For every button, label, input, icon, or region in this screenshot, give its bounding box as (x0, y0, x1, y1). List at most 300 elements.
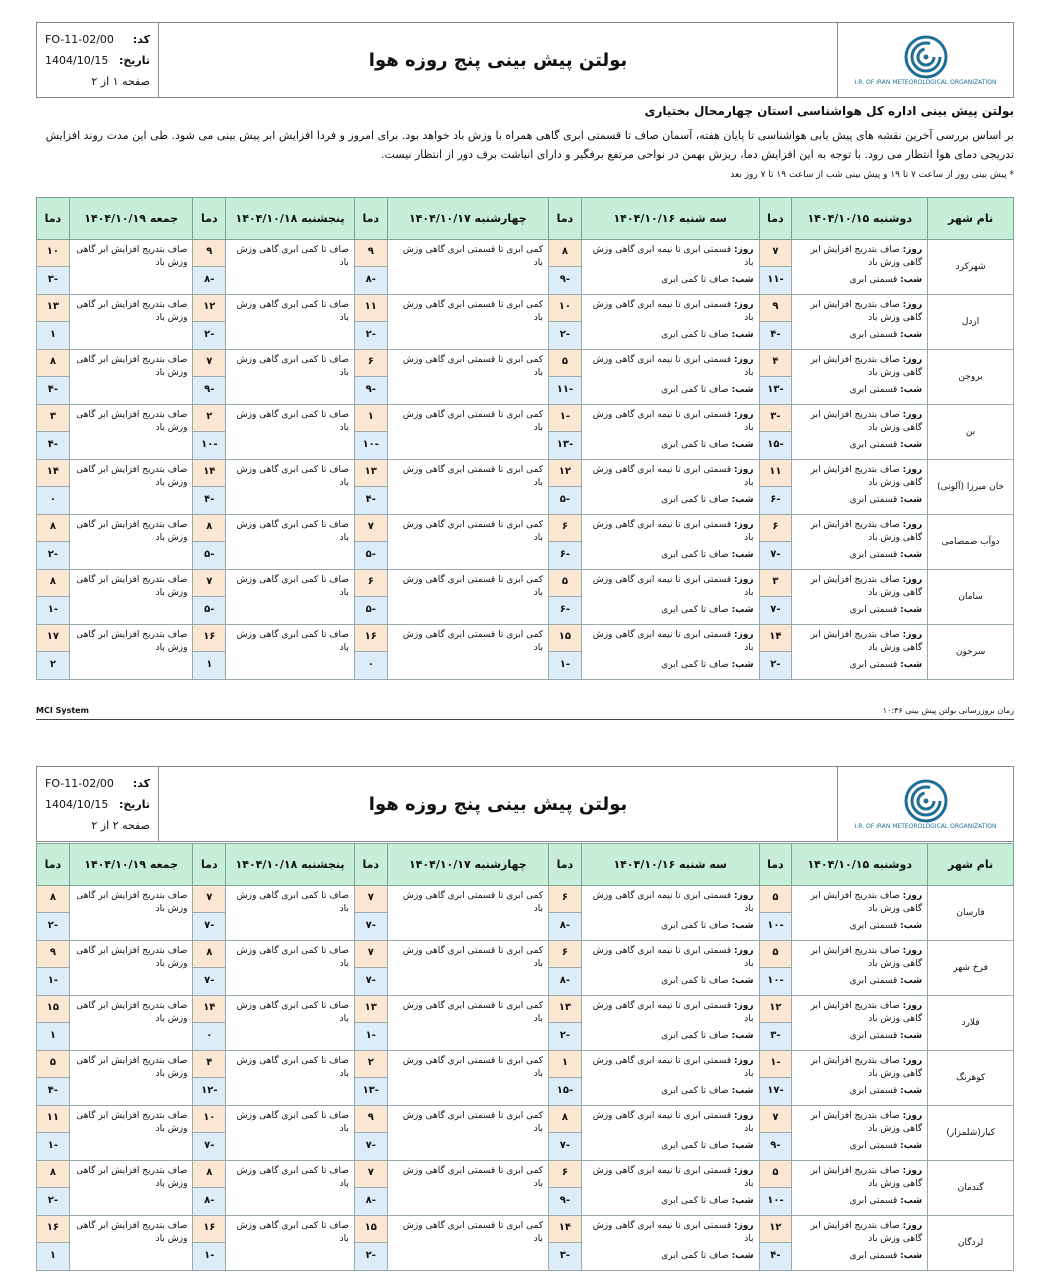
forecast-description (226, 515, 355, 570)
min-temperature: -۲ (549, 1023, 581, 1050)
min-temperature: ۲ (37, 652, 69, 679)
forecast-description (226, 405, 355, 460)
max-temperature: ۷ (355, 941, 387, 968)
min-temperature: -۵ (549, 487, 581, 514)
temp-column-header: دما (37, 198, 70, 240)
city-name: بروجن (928, 350, 1014, 405)
day-label: روز: (734, 300, 754, 310)
night-forecast (797, 920, 922, 933)
temperature-cell (549, 295, 582, 350)
day-forecast (797, 299, 922, 325)
max-temperature: ۶ (549, 515, 581, 542)
city-name: اردل (928, 295, 1014, 350)
night-forecast (587, 1140, 754, 1153)
forecast-description (387, 941, 548, 996)
min-temperature: -۱ (37, 968, 69, 995)
max-temperature: -۱ (760, 1051, 792, 1078)
day-label: روز: (902, 575, 923, 585)
forecast-text: صاف بتدریج افزایش ابر گاهی وزش باد (76, 1166, 188, 1189)
night-forecast (587, 975, 754, 988)
day-forecast-text: قسمتی ابری تا نیمه ابری گاهی وزش باد (592, 1056, 754, 1079)
max-temperature: ۶ (760, 515, 792, 542)
day-forecast (587, 354, 754, 380)
max-temperature: ۸ (37, 350, 69, 377)
day-forecast-text: قسمتی ابری تا نیمه ابری گاهی وزش باد (592, 1001, 754, 1024)
summary-text: بر اساس بررسی آخرین نقشه های پیش یابی هواشناسی تا پایان هفته، آسمان صاف تا قسمتی ابری گاهی همراه با وزش باد خواهد بود. برای امروز و فردا افزایش ابر پیش بینی می شود. طی این مدت روند افزایش تدریجی دمای هوا انتظار می رود. با توجه به این افزایش دما، ریزش بهمن در نواحی مرتفع برفگیر و دارای انباشت برف دور از انتظار نیست. (45, 129, 1014, 161)
day-label: روز: (734, 575, 754, 585)
temperature-cell (37, 240, 70, 295)
forecast-text: صاف تا کمی ابری گاهی وزش باد (236, 245, 349, 268)
day-column-header: دوشنبه ۱۴۰۴/۱۰/۱۵ (792, 198, 928, 240)
day-forecast-text: قسمتی ابری تا نیمه ابری گاهی وزش باد (592, 465, 754, 488)
city-name: سرخون (928, 625, 1014, 680)
city-name: لردگان (928, 1216, 1014, 1271)
day-label: روز: (734, 1221, 754, 1231)
min-temperature: -۷ (549, 1133, 581, 1160)
max-temperature: ۱۴ (193, 460, 225, 487)
forecast-description (226, 240, 355, 295)
day-forecast (587, 1000, 754, 1026)
forecast-description (226, 570, 355, 625)
night-label: شب: (731, 440, 754, 450)
day-forecast (587, 299, 754, 325)
city-name: فرخ شهر (928, 941, 1014, 996)
night-label: شب: (731, 385, 754, 395)
day-column-header: سه شنبه ۱۴۰۴/۱۰/۱۶ (581, 198, 759, 240)
update-time (883, 706, 1014, 715)
temperature-cell (549, 350, 582, 405)
table-row (37, 1106, 1014, 1161)
min-temperature: -۸ (549, 913, 581, 940)
forecast-text: صاف بتدریج افزایش ابر گاهی وزش باد (76, 245, 188, 268)
city-name: گندمان (928, 1161, 1014, 1216)
forecast-text: صاف تا کمی ابری گاهی وزش باد (236, 520, 349, 543)
temperature-cell (759, 625, 792, 680)
night-forecast (797, 659, 922, 672)
page-title: بولتن پیش بینی پنج روزه هوا (368, 49, 628, 71)
night-forecast-text: قسمتی ابری (849, 550, 898, 560)
night-label: شب: (731, 605, 754, 615)
night-forecast (797, 384, 922, 397)
max-temperature: ۱۴ (37, 460, 69, 487)
forecast-description (387, 996, 548, 1051)
min-temperature: -۵ (355, 542, 387, 569)
temperature-cell (549, 570, 582, 625)
min-temperature: ۱ (193, 652, 225, 679)
day-label: روز: (902, 245, 923, 255)
min-temperature: -۲ (549, 322, 581, 349)
forecast-description (226, 1161, 355, 1216)
day-forecast-text: قسمتی ابری تا نیمه ابری گاهی وزش باد (592, 245, 754, 268)
bulletin-header (36, 766, 1014, 842)
day-forecast-text: قسمتی ابری تا نیمه ابری گاهی وزش باد (592, 520, 754, 543)
night-forecast-text: صاف تا کمی ابری (661, 495, 729, 505)
night-forecast-text: صاف تا کمی ابری (661, 275, 729, 285)
day-label: روز: (902, 300, 923, 310)
temperature-cell (549, 941, 582, 996)
min-temperature: -۴ (355, 487, 387, 514)
max-temperature: ۹ (193, 240, 225, 267)
day-forecast-text: قسمتی ابری تا نیمه ابری گاهی وزش باد (592, 355, 754, 378)
day-column-header: جمعه ۱۴۰۴/۱۰/۱۹ (69, 198, 193, 240)
temperature-cell (37, 886, 70, 941)
day-forecast-text: صاف بتدریج افزایش ابر گاهی وزش باد (810, 520, 923, 543)
min-temperature: -۴ (37, 377, 69, 404)
max-temperature: ۶ (549, 941, 581, 968)
night-forecast (797, 274, 922, 287)
forecast-text: صاف تا کمی ابری گاهی وزش باد (236, 630, 349, 653)
date-value: 1404/10/15 (45, 798, 109, 811)
temperature-cell (759, 1106, 792, 1161)
forecast-text: کمی ابری تا قسمتی ابری گاهی وزش باد (402, 410, 544, 433)
min-temperature: -۵ (193, 597, 225, 624)
max-temperature: ۴ (760, 350, 792, 377)
bulletin-page-2 (0, 760, 1048, 1280)
day-label: روز: (902, 410, 923, 420)
forecast-description (581, 1216, 759, 1271)
min-temperature: -۱ (37, 597, 69, 624)
table-row (37, 295, 1014, 350)
temperature-cell (354, 1161, 387, 1216)
night-label: شب: (900, 605, 923, 615)
night-forecast-text: صاف تا کمی ابری (661, 921, 729, 931)
max-temperature: ۱۶ (37, 1216, 69, 1243)
max-temperature: -۱ (549, 405, 581, 432)
max-temperature: ۱۳ (355, 460, 387, 487)
night-forecast (587, 659, 754, 672)
forecast-description (387, 295, 548, 350)
temperature-cell (354, 570, 387, 625)
day-label: روز: (902, 1111, 923, 1121)
date-label: تاریخ: (118, 798, 150, 811)
day-forecast (797, 1055, 922, 1081)
night-forecast-text: قسمتی ابری (849, 921, 898, 931)
temperature-cell (37, 1106, 70, 1161)
forecast-description (226, 625, 355, 680)
min-temperature: ۰ (37, 487, 69, 514)
night-forecast (797, 1030, 922, 1043)
max-temperature: ۵ (549, 570, 581, 597)
temperature-cell (193, 350, 226, 405)
temperature-cell (759, 240, 792, 295)
max-temperature: ۱۲ (760, 996, 792, 1023)
temperature-cell (759, 295, 792, 350)
temperature-cell (354, 1051, 387, 1106)
code-label: کد: (132, 777, 150, 790)
forecast-text: کمی ابری تا قسمتی ابری گاهی وزش باد (402, 630, 544, 653)
day-label: روز: (902, 1166, 923, 1176)
min-temperature: ۱ (37, 322, 69, 349)
table-row (37, 996, 1014, 1051)
city-name: شهرکرد (928, 240, 1014, 295)
min-temperature: -۷ (355, 913, 387, 940)
day-column-header: جمعه ۱۴۰۴/۱۰/۱۹ (69, 844, 193, 886)
max-temperature: ۱۰ (193, 1106, 225, 1133)
day-forecast-text: صاف بتدریج افزایش ابر گاهی وزش باد (810, 1001, 923, 1024)
forecast-description (69, 1051, 193, 1106)
city-name: فارسان (928, 886, 1014, 941)
night-label: شب: (900, 440, 923, 450)
page-number: صفحه ۲ از ۲ (91, 819, 150, 832)
city-name: خان میرزا (آلونی) (928, 460, 1014, 515)
day-column-header: پنجشنبه ۱۴۰۴/۱۰/۱۸ (226, 844, 355, 886)
forecast-description (69, 996, 193, 1051)
temp-column-header: دما (549, 198, 582, 240)
forecast-description (581, 240, 759, 295)
forecast-text: کمی ابری تا قسمتی ابری گاهی وزش باد (402, 891, 544, 914)
temp-column-header: دما (759, 198, 792, 240)
day-label: روز: (902, 630, 923, 640)
night-forecast (797, 975, 922, 988)
max-temperature: ۵ (760, 886, 792, 913)
day-forecast (797, 354, 922, 380)
day-forecast-text: صاف بتدریج افزایش ابر گاهی وزش باد (810, 465, 923, 488)
min-temperature: -۸ (193, 1188, 225, 1215)
table-row (37, 240, 1014, 295)
night-forecast (797, 1140, 922, 1153)
night-forecast-text: قسمتی ابری (849, 1196, 898, 1206)
forecast-text: صاف تا کمی ابری گاهی وزش باد (236, 1166, 349, 1189)
night-forecast-text: صاف تا کمی ابری (661, 1251, 729, 1261)
night-label: شب: (900, 1196, 923, 1206)
max-temperature: ۱ (549, 1051, 581, 1078)
max-temperature: ۱۵ (549, 625, 581, 652)
min-temperature: -۱۰ (760, 1188, 792, 1215)
update-value: ۱۰:۴۶ (882, 706, 903, 715)
forecast-text: صاف تا کمی ابری گاهی وزش باد (236, 946, 349, 969)
min-temperature: -۱۰ (355, 432, 387, 459)
day-forecast-text: قسمتی ابری تا نیمه ابری گاهی وزش باد (592, 1166, 754, 1189)
min-temperature: -۷ (193, 913, 225, 940)
day-forecast (587, 1165, 754, 1191)
min-temperature: -۴ (760, 1243, 792, 1270)
day-forecast (797, 945, 922, 971)
night-forecast (797, 1250, 922, 1263)
forecast-description (226, 460, 355, 515)
night-forecast-text: قسمتی ابری (849, 495, 898, 505)
night-forecast-text: صاف تا کمی ابری (661, 440, 729, 450)
day-forecast (587, 1220, 754, 1246)
forecast-description (387, 570, 548, 625)
max-temperature: ۷ (760, 240, 792, 267)
forecast-text: کمی ابری تا قسمتی ابری گاهی وزش باد (402, 245, 544, 268)
night-forecast-text: صاف تا کمی ابری (661, 1196, 729, 1206)
forecast-text: صاف تا کمی ابری گاهی وزش باد (236, 465, 349, 488)
forecast-description (69, 460, 193, 515)
forecast-description (387, 350, 548, 405)
logo-text: I.R. OF IRAN METEOROLOGICAL ORGANIZATION (854, 822, 997, 830)
night-label: شب: (731, 921, 754, 931)
min-temperature: -۱۰ (193, 432, 225, 459)
temperature-cell (37, 515, 70, 570)
day-forecast (587, 464, 754, 490)
day-forecast-text: صاف بتدریج افزایش ابر گاهی وزش باد (810, 245, 923, 268)
table-row (37, 1216, 1014, 1271)
table-row (37, 515, 1014, 570)
temp-column-header: دما (549, 844, 582, 886)
min-temperature: ۰ (355, 652, 387, 679)
day-forecast-text: صاف بتدریج افزایش ابر گاهی وزش باد (810, 355, 923, 378)
day-forecast (587, 244, 754, 270)
min-temperature: -۴ (193, 487, 225, 514)
temperature-cell (549, 460, 582, 515)
night-forecast-text: صاف تا کمی ابری (661, 385, 729, 395)
day-forecast-text: صاف بتدریج افزایش ابر گاهی وزش باد (810, 630, 923, 653)
update-label: زمان بروزرسانی بولتن پیش بینی (905, 706, 1014, 715)
forecast-description (226, 996, 355, 1051)
night-forecast (587, 329, 754, 342)
forecast-description (69, 941, 193, 996)
day-label: روز: (902, 355, 923, 365)
page-title: بولتن پیش بینی پنج روزه هوا (368, 793, 628, 815)
forecast-description (387, 1051, 548, 1106)
min-temperature: -۷ (193, 1133, 225, 1160)
night-forecast-text: صاف تا کمی ابری (661, 1141, 729, 1151)
forecast-description (69, 1216, 193, 1271)
temperature-cell (37, 350, 70, 405)
temp-column-header: دما (759, 844, 792, 886)
day-forecast (797, 890, 922, 916)
forecast-description (792, 350, 928, 405)
forecast-description (581, 515, 759, 570)
forecast-text: صاف بتدریج افزایش ابر گاهی وزش باد (76, 465, 188, 488)
max-temperature: ۱۶ (193, 1216, 225, 1243)
day-label: روز: (734, 1056, 754, 1066)
max-temperature: ۹ (760, 295, 792, 322)
day-label: روز: (902, 520, 923, 530)
day-forecast-text: صاف بتدریج افزایش ابر گاهی وزش باد (810, 1056, 923, 1079)
forecast-description (792, 295, 928, 350)
max-temperature: ۱۷ (37, 625, 69, 652)
table-row (37, 350, 1014, 405)
forecast-description (792, 405, 928, 460)
night-label: شب: (900, 495, 923, 505)
night-forecast (587, 604, 754, 617)
min-temperature: -۶ (549, 542, 581, 569)
night-forecast-text: قسمتی ابری (849, 440, 898, 450)
forecast-description (792, 996, 928, 1051)
forecast-description (581, 1106, 759, 1161)
min-temperature: -۵ (193, 542, 225, 569)
max-temperature: ۱۳ (355, 996, 387, 1023)
code-label: کد: (132, 33, 150, 46)
forecast-text: کمی ابری تا قسمتی ابری گاهی وزش باد (402, 1166, 544, 1189)
day-forecast-text: صاف بتدریج افزایش ابر گاهی وزش باد (810, 410, 923, 433)
city-name: کیار(شلمزار) (928, 1106, 1014, 1161)
logo-text: I.R. OF IRAN METEOROLOGICAL ORGANIZATION (854, 78, 997, 86)
min-temperature: -۱۳ (760, 377, 792, 404)
forecast-description (387, 240, 548, 295)
night-label: شب: (900, 976, 923, 986)
forecast-description (69, 295, 193, 350)
table-row (37, 570, 1014, 625)
day-label: روز: (902, 891, 923, 901)
forecast-description (387, 1106, 548, 1161)
temperature-cell (354, 941, 387, 996)
forecast-description (581, 996, 759, 1051)
table-row (37, 886, 1014, 941)
forecast-text: صاف تا کمی ابری گاهی وزش باد (236, 1111, 349, 1134)
forecast-description (792, 941, 928, 996)
temperature-cell (354, 295, 387, 350)
night-forecast-text: صاف تا کمی ابری (661, 1031, 729, 1041)
forecast-text: کمی ابری تا قسمتی ابری گاهی وزش باد (402, 355, 544, 378)
forecast-description (387, 1216, 548, 1271)
night-forecast (587, 274, 754, 287)
min-temperature: -۳ (37, 267, 69, 294)
forecast-description (226, 295, 355, 350)
forecast-description (226, 1216, 355, 1271)
day-forecast (797, 409, 922, 435)
bulletin-header (36, 22, 1014, 98)
min-temperature: -۸ (193, 267, 225, 294)
table-header-row (37, 844, 1014, 886)
night-forecast-text: قسمتی ابری (849, 1086, 898, 1096)
temperature-cell (193, 1051, 226, 1106)
temperature-cell (193, 1106, 226, 1161)
temperature-cell (37, 1051, 70, 1106)
forecast-text: صاف تا کمی ابری گاهی وزش باد (236, 891, 349, 914)
forecast-text: صاف تا کمی ابری گاهی وزش باد (236, 1221, 349, 1244)
night-label: شب: (900, 275, 923, 285)
night-forecast-text: صاف تا کمی ابری (661, 976, 729, 986)
forecast-description (226, 1106, 355, 1161)
night-forecast-text: قسمتی ابری (849, 275, 898, 285)
forecast-description (387, 460, 548, 515)
temperature-cell (549, 996, 582, 1051)
min-temperature: -۶ (549, 597, 581, 624)
night-forecast (587, 1030, 754, 1043)
max-temperature: ۵ (760, 941, 792, 968)
night-forecast (587, 1250, 754, 1263)
day-label: روز: (734, 355, 754, 365)
min-temperature: -۷ (355, 1133, 387, 1160)
table-row (37, 1161, 1014, 1216)
table-row (37, 460, 1014, 515)
day-forecast (587, 629, 754, 655)
forecast-description (226, 1051, 355, 1106)
temperature-cell (549, 1216, 582, 1271)
temperature-cell (193, 570, 226, 625)
day-column-header: دوشنبه ۱۴۰۴/۱۰/۱۵ (792, 844, 928, 886)
temperature-cell (759, 996, 792, 1051)
max-temperature: ۶ (549, 886, 581, 913)
temperature-cell (549, 405, 582, 460)
max-temperature: ۱۴ (760, 625, 792, 652)
forecast-text: کمی ابری تا قسمتی ابری گاهی وزش باد (402, 300, 544, 323)
night-forecast-text: قسمتی ابری (849, 1251, 898, 1261)
max-temperature: ۸ (37, 1161, 69, 1188)
document-meta (37, 767, 159, 841)
day-forecast (587, 574, 754, 600)
forecast-description (69, 1106, 193, 1161)
day-label: روز: (902, 1056, 923, 1066)
temperature-cell (759, 1216, 792, 1271)
forecast-description (581, 1161, 759, 1216)
forecast-text: کمی ابری تا قسمتی ابری گاهی وزش باد (402, 1056, 544, 1079)
forecast-text: کمی ابری تا قسمتی ابری گاهی وزش باد (402, 1001, 544, 1024)
temperature-cell (37, 996, 70, 1051)
max-temperature: ۶ (355, 350, 387, 377)
max-temperature: ۶ (355, 570, 387, 597)
max-temperature: -۳ (760, 405, 792, 432)
forecast-description (387, 625, 548, 680)
max-temperature: ۸ (193, 941, 225, 968)
min-temperature: -۲ (193, 322, 225, 349)
night-label: شب: (900, 1031, 923, 1041)
min-temperature: -۵ (355, 597, 387, 624)
day-forecast-text: قسمتی ابری تا نیمه ابری گاهی وزش باد (592, 1111, 754, 1134)
